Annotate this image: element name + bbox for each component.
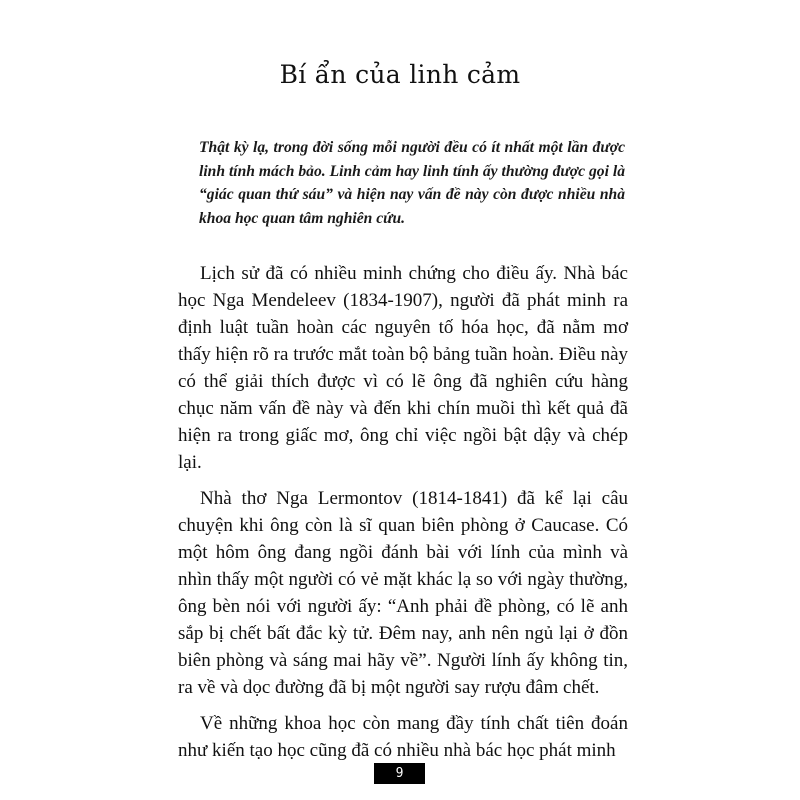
chapter-title: Bí ẩn của linh cảm: [279, 60, 521, 89]
body-text: [178, 260, 628, 773]
chapter-intro: Thật kỳ lạ, trong đời sống mỗi người đều có ít nhất một lần được linh tính mách bảo. Linh cảm hay linh tính ấy thường được gọi là “giác quan thứ sáu” và hiện nay vấn đề này còn được nhiều nhà khoa học quan tâm nghiên cứu.: [199, 139, 625, 227]
paragraph: Về những khoa học còn mang đầy tính chất tiên đoán như kiến tạo học cũng đã có nhiều nhà bác học phát minh: [178, 713, 628, 761]
paragraph: Nhà thơ Nga Lermontov (1814-1841) đã kể lại câu chuyện khi ông còn là sĩ quan biên phòng ở Caucase. Có một hôm ông đang ngồi đánh bài với lính của mình và nhìn thấy một người có vẻ mặt khác lạ so với ngày thường, ông bèn nói với người ấy: “Anh phải đề phòng, có lẽ anh sắp bị chết bất đắc kỳ tử. Đêm nay, anh nên ngủ lại ở đồn biên phòng và sáng mai hãy về”. Người lính ấy không tin, ra về và dọc đường đã bị một người say rượu đâm chết.: [178, 488, 628, 698]
page-number: 9: [374, 763, 425, 784]
paragraph: Lịch sử đã có nhiều minh chứng cho điều ấy. Nhà bác học Nga Mendeleev (1834-1907), người đã phát minh ra định luật tuần hoàn các nguyên tố hóa học, đã nằm mơ thấy hiện rõ ra trước mắt toàn bộ bảng tuần hoàn. Điều này có thể giải thích được vì có lẽ ông đã nghiên cứu hàng chục năm vấn đề này và đến khi chín muồi thì kết quả đã hiện ra trong giấc mơ, ông chỉ việc ngồi bật dậy và chép lại.: [178, 263, 628, 473]
